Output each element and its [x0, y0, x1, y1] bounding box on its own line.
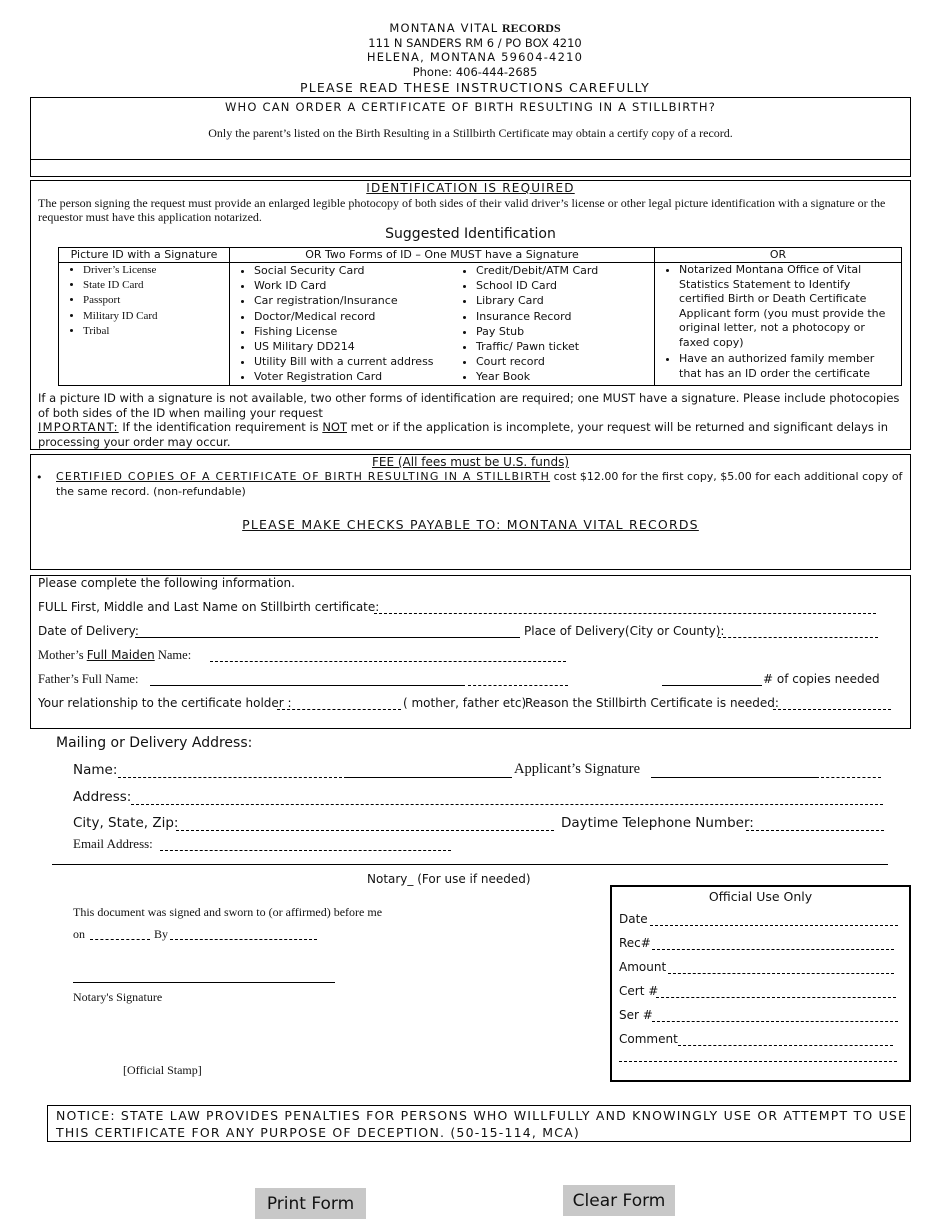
official-ser-label: Ser # [619, 1008, 653, 1022]
applicant-signature-label: Applicant’s Signature [514, 761, 641, 777]
mother-name-label: Mother’s Full Maiden Name: [38, 648, 192, 662]
or-list-cell [655, 263, 902, 386]
picture-id-list [59, 263, 229, 339]
full-name-field[interactable] [374, 613, 876, 614]
list-item: • US Military DD214 [254, 339, 452, 354]
mailing-name-field-ext[interactable] [344, 777, 512, 778]
list-item: • Passport [83, 293, 229, 308]
mailing-name-field[interactable] [118, 777, 342, 778]
relationship-hint: ( mother, father etc) [403, 696, 527, 710]
list-item: • Library Card [476, 293, 654, 308]
email-field[interactable] [160, 850, 451, 851]
notary-date-field[interactable] [90, 939, 150, 940]
divider [31, 159, 910, 160]
agency-name: MONTANA VITAL RECORDS [389, 21, 561, 35]
daytime-phone-field[interactable] [746, 830, 884, 831]
official-amount-field[interactable] [668, 973, 894, 974]
relationship-field[interactable] [277, 709, 401, 710]
official-date-label: Date [619, 912, 648, 926]
applicant-signature-field[interactable] [651, 777, 819, 778]
father-name-field[interactable] [150, 685, 465, 686]
list-item: • Tribal [83, 324, 229, 339]
notice-text: NOTICE: STATE LAW PROVIDES PENALTIES FOR PERSONS WHO WILLFULLY AND KNOWINGLY USE OR ATTEMPT TO USE THIS CERTIFICATE FOR ANY PURPOSE OF DECEPTION. (50-15-114, MCA) [56, 1108, 908, 1140]
official-comment-field-2[interactable] [619, 1061, 897, 1062]
two-forms-list-b-cell [452, 263, 655, 386]
identification-intro: The person signing the request must provide an enlarged legible photocopy of both sides of their valid driver’s license or other legal picture identification with a signature or the requestor must have this application notarized. [38, 196, 886, 224]
bullet: • [36, 471, 43, 484]
who-can-order-text: Only the parent’s listed on the Birth Resulting in a Stillbirth Certificate may obtain a certify copy of a record. [208, 126, 733, 140]
col-header-picture-id: Picture ID with a Signature [59, 248, 230, 263]
two-forms-list-a [230, 263, 452, 385]
city-state-zip-field[interactable] [176, 830, 554, 831]
full-name-label: FULL First, Middle and Last Name on Stillbirth certificate: [38, 600, 380, 614]
header [0, 21, 950, 79]
agency-city: HELENA, MONTANA 59604-4210 [366, 50, 584, 64]
official-date-field[interactable] [650, 925, 898, 926]
list-item: • Voter Registration Card [254, 369, 452, 384]
notary-by-field[interactable] [170, 939, 317, 940]
notary-title: Notary_ (For use if needed) [367, 872, 531, 886]
copies-label: # of copies needed [763, 672, 880, 686]
mailing-name-label: Name: [73, 762, 118, 778]
list-item: • Traffic/ Pawn ticket [476, 339, 654, 354]
notary-statement: This document was signed and sworn to (or affirmed) before me [73, 905, 383, 919]
official-use-title: Official Use Only [708, 889, 813, 904]
official-comment-label: Comment [619, 1032, 678, 1046]
col-header-or: OR [655, 248, 902, 263]
identification-title: IDENTIFICATION IS REQUIRED [366, 181, 575, 195]
instructions-heading: PLEASE READ THESE INSTRUCTIONS CAREFULLY [300, 80, 650, 95]
agency-phone: Phone: 406-444-2685 [412, 64, 538, 79]
picture-id-list-cell [59, 263, 230, 386]
mother-name-field[interactable] [210, 661, 566, 662]
father-name-field-ext[interactable] [468, 685, 568, 686]
identification-important: IMPORTANT: If the identification requirement is NOT met or if the application is incomplete, your request will be returned and significant delays in processing your order may occur. [38, 420, 889, 449]
list-item: • Credit/Debit/ATM Card [476, 263, 654, 278]
city-state-zip-label: City, State, Zip: [73, 815, 179, 831]
official-stamp-label: [Official Stamp] [123, 1063, 202, 1077]
list-item: • Car registration/Insurance [254, 293, 452, 308]
mailing-address-label: Address: [73, 789, 132, 805]
fee-title: FEE (All fees must be U.S. funds) [371, 455, 570, 469]
checks-payable: PLEASE MAKE CHECKS PAYABLE TO: MONTANA VITAL RECORDS [242, 517, 699, 532]
list-item: • Have an authorized family member that has an ID order the certificate [679, 352, 897, 381]
notary-on-label: on [73, 927, 85, 941]
list-item: • Court record [476, 354, 654, 369]
relationship-label: Your relationship to the certificate holder : [38, 696, 292, 710]
list-item: • Driver’s License [83, 263, 229, 278]
important-label: IMPORTANT: [38, 420, 119, 434]
list-item: • Military ID Card [83, 309, 229, 324]
official-amount-label: Amount [619, 960, 667, 974]
list-item: • Insurance Record [476, 309, 654, 324]
info-intro: Please complete the following information. [38, 576, 295, 590]
official-rec-field[interactable] [652, 949, 894, 950]
mailing-title: Mailing or Delivery Address: [56, 735, 253, 751]
official-rec-label: Rec# [619, 936, 651, 950]
mailing-address-field[interactable] [131, 804, 883, 805]
applicant-signature-field-ext[interactable] [821, 777, 881, 778]
identification-table [58, 247, 902, 386]
list-item: • Doctor/Medical record [254, 309, 452, 324]
suggested-identification-title: Suggested Identification [385, 226, 556, 242]
divider [52, 864, 888, 865]
who-can-order-box [30, 97, 911, 177]
list-item: • Notarized Montana Office of Vital Statistics Statement to Identify certified Birth or Death Certificate Applicant form (you must provide the original letter, not a photocopy or faxed copy) [679, 263, 897, 350]
list-item: • Work ID Card [254, 278, 452, 293]
list-item: • Fishing License [254, 324, 452, 339]
col-header-two-forms: OR Two Forms of ID – One MUST have a Signature [230, 248, 655, 263]
official-ser-field[interactable] [652, 1021, 898, 1022]
reason-label: Reason the Stillbirth Certificate is needed: [525, 696, 779, 710]
list-item: • School ID Card [476, 278, 654, 293]
place-delivery-label: Place of Delivery(City or County): [524, 624, 725, 638]
father-name-label: Father’s Full Name: [38, 672, 139, 686]
daytime-phone-label: Daytime Telephone Number: [561, 815, 754, 831]
notary-signature-label: Notary's Signature [73, 990, 163, 1004]
email-label: Email Address: [73, 836, 153, 851]
notice-box [47, 1105, 911, 1142]
fee-item: CERTIFIED COPIES OF A CERTIFICATE OF BIRTH RESULTING IN A STILLBIRTH cost $12.00 for the first copy, $5.00 for each additional copy of the same record. (non-refundable) [56, 470, 903, 498]
list-item: • Year Book [476, 369, 654, 384]
official-cert-field[interactable] [656, 997, 896, 998]
identification-footer: If a picture ID with a signature is not available, two other forms of identification are required; one MUST have a signature. Please include photocopies of both sides of the ID when mailing your request [38, 391, 900, 420]
place-delivery-field[interactable] [718, 637, 878, 638]
date-delivery-field[interactable] [135, 637, 520, 638]
official-comment-field[interactable] [678, 1045, 893, 1046]
two-forms-list-a-cell [230, 263, 453, 386]
list-item: • Pay Stub [476, 324, 654, 339]
notary-signature-field[interactable] [73, 982, 335, 983]
fee-item-label: CERTIFIED COPIES OF A CERTIFICATE OF BIRTH RESULTING IN A STILLBIRTH [56, 470, 551, 483]
agency-address: 111 N SANDERS RM 6 / PO BOX 4210 [368, 35, 582, 50]
print-form-button[interactable]: Print Form [255, 1188, 366, 1219]
date-delivery-label: Date of Delivery: [38, 624, 139, 638]
or-list [655, 263, 901, 381]
official-cert-label: Cert # [619, 984, 659, 998]
copies-field[interactable] [662, 685, 762, 686]
reason-field[interactable] [773, 709, 891, 710]
notary-by-label: By [154, 927, 169, 941]
list-item: • Utility Bill with a current address [254, 354, 452, 369]
who-can-order-title: WHO CAN ORDER A CERTIFICATE OF BIRTH RESULTING IN A STILLBIRTH? [224, 100, 716, 114]
clear-form-button[interactable]: Clear Form [563, 1185, 675, 1216]
list-item: • Social Security Card [254, 263, 452, 278]
two-forms-list-b [452, 263, 654, 385]
list-item: • State ID Card [83, 278, 229, 293]
